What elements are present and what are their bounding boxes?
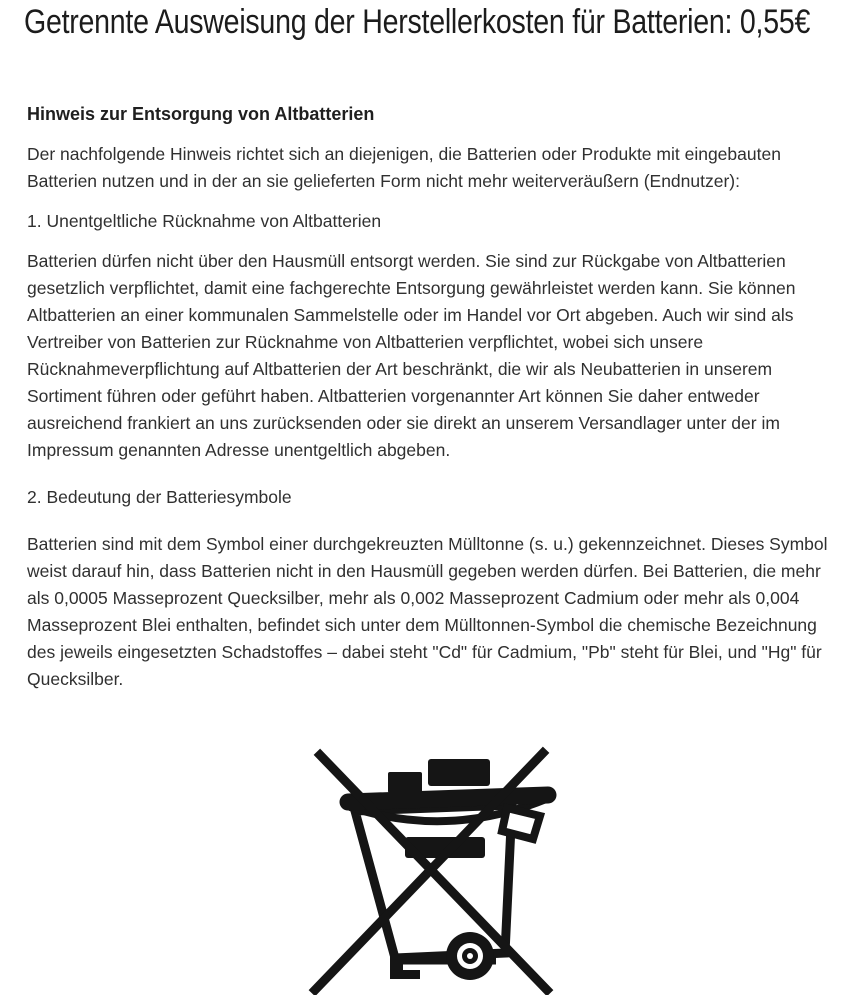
- notice-intro: Der nachfolgende Hinweis richtet sich an diejenigen, die Batterien oder Produkte mit eingebauten Batterien nutzen und in der an sie gelieferten Form nicht mehr weiterveräußern (Endnutzer):: [27, 144, 781, 191]
- section-1-body: Batterien dürfen nicht über den Hausmüll entsorgt werden. Sie sind zur Rückgabe von Altbatterien gesetzlich verpflichtet, damit eine fachgerechte Entsorgung gewährleistet werden kann. Sie können Altbatterien an einer kommunalen Sammelstelle oder im Handel vor Ort abgeben. Auch wir sind als Vertreiber von Batterien zur Rücknahme von Altbatterien verpflichtet, wobei sich unsere Rücknahmeverpflichtung auf Altbatterien der Art beschränkt, die wir als Neubatterien in unserem Sortiment führen oder geführt haben. Altbatterien vorgenannter Art können Sie daher entweder ausreichend frankiert an uns zurücksenden oder sie direkt an unserem Versandlager unter der im Impressum genannten Adresse unentgeltlich abgeben.: [27, 251, 796, 460]
- section-1-heading: 1. Unentgeltliche Rücknahme von Altbatterien: [27, 211, 382, 231]
- section-2-body: Batterien sind mit dem Symbol einer durchgekreuzten Mülltonne (s. u.) gekennzeichnet. Dieses Symbol weist darauf hin, dass Batterien nicht in den Hausmüll gegeben werden dürfen. Bei Batterien, die mehr als 0,0005 Masseprozent Quecksilber, mehr als 0,002 Masseprozent Cadmium oder mehr als 0,004 Masseprozent Blei enthalten, befindet sich unter dem Mülltonnen-Symbol die chemische Bezeichnung des jeweils eingesetzten Schadstoffes – dabei steht "Cd" für Cadmium, "Pb" steht für Blei, und "Hg" für Quecksilber.: [27, 534, 828, 689]
- crossed-out-wheelie-bin-icon: [300, 745, 565, 995]
- section-2-heading: 2. Bedeutung der Batteriesymbole: [27, 487, 292, 507]
- notice-heading: Hinweis zur Entsorgung von Altbatterien: [27, 104, 375, 124]
- battery-disposal-notice: [27, 101, 845, 706]
- page-title: Getrennte Ausweisung der Herstellerkosten für Batterien: 0,55€: [24, 3, 811, 41]
